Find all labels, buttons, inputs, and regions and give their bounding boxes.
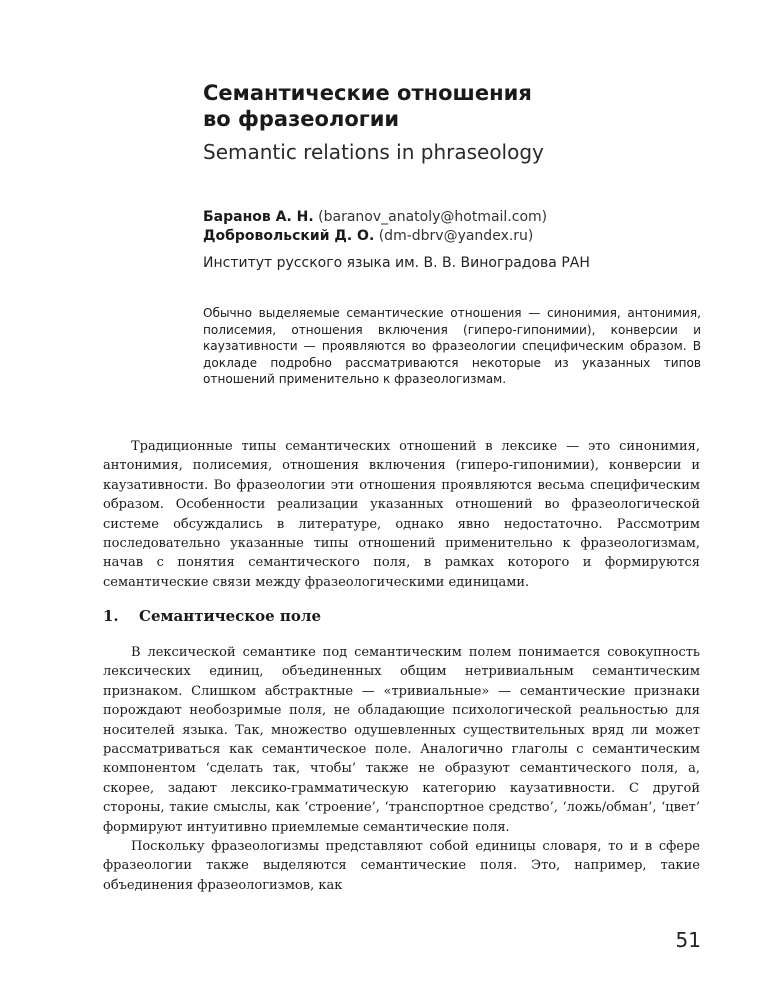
page-number: 51 <box>675 928 701 952</box>
author-line <box>203 227 703 246</box>
body-paragraph: В лексической семантике под семантическим полем понимается совокупность лексических единиц, объединенных общим нетривиальным семантическим признаком. Слишком абстрактные — «тривиальные» — семантические признаки порождают необозримые поля, не обладающие психологической реальностью для носителей языка. Так, множество одушевленных существительных вряд ли может рассматриваться как семантическое поле. Аналогично глаголы с семантическим компонентом ‘сделать так, чтобы’ также не образуют семантического поля, а, скорее, задают лексико-грамматическую категорию каузативности. С другой стороны, такие смыслы, как ‘строение’, ‘транспортное средство’, ‘ложь/обман’, ‘цвет’ формируют интуитивно приемлемые семантические поля. <box>103 645 700 835</box>
author-name: Баранов А. Н. <box>203 209 314 225</box>
abstract: Обычно выделяемые семантические отношения — синонимия, антонимия, полисемия, отношения включения (гиперо-гипонимии), конверсии и каузативности — проявляются во фразеологии специфическим образом. В докладе подробно рассматриваются некоторые из указанных типов отношений применительно к фразеологизмам. <box>203 306 701 387</box>
authors-block <box>203 208 703 246</box>
section-title: Семантическое поле <box>139 607 321 625</box>
body-paragraph: Поскольку фразеологизмы представляют собой единицы словаря, то и в сфере фразеологии также выделяются семантические поля. Это, например, такие объединения фразеологизмов, как <box>103 839 700 893</box>
section-number: 1. <box>103 607 119 625</box>
author-line <box>203 208 703 227</box>
paper-title-ru-line2: во фразеологии <box>203 107 400 131</box>
intro-paragraph: Традиционные типы семантических отношений в лексике — это синонимия, антонимия, полисемия, отношения включения (гиперо-гипонимии), конверсии и каузативности. Во фразеологии эти отношения проявляются весьма специфическим образом. Особенности реализации указанных отношений во фразеологической системе обсуждались в литературе, однако явно недостаточно. Рассмотрим последовательно указанные типы отношений применительно к фразеологизмам, начав с понятия семантического поля, в рамках которого и формируются семантические связи между фразеологическими единицами. <box>103 439 700 590</box>
affiliation: Институт русского языка им. В. В. Виноградова РАН <box>203 255 590 271</box>
author-email: (dm-dbrv@yandex.ru) <box>378 228 534 244</box>
author-email: (baranov_anatoly@hotmail.com) <box>318 209 548 225</box>
paper-title-en: Semantic relations in phraseology <box>203 140 544 164</box>
section-heading <box>103 607 321 625</box>
paper-title-ru-line1: Семантические отношения <box>203 81 532 105</box>
paper-title-ru <box>203 80 703 132</box>
section-body <box>103 643 700 895</box>
author-name: Добровольский Д. О. <box>203 228 375 244</box>
